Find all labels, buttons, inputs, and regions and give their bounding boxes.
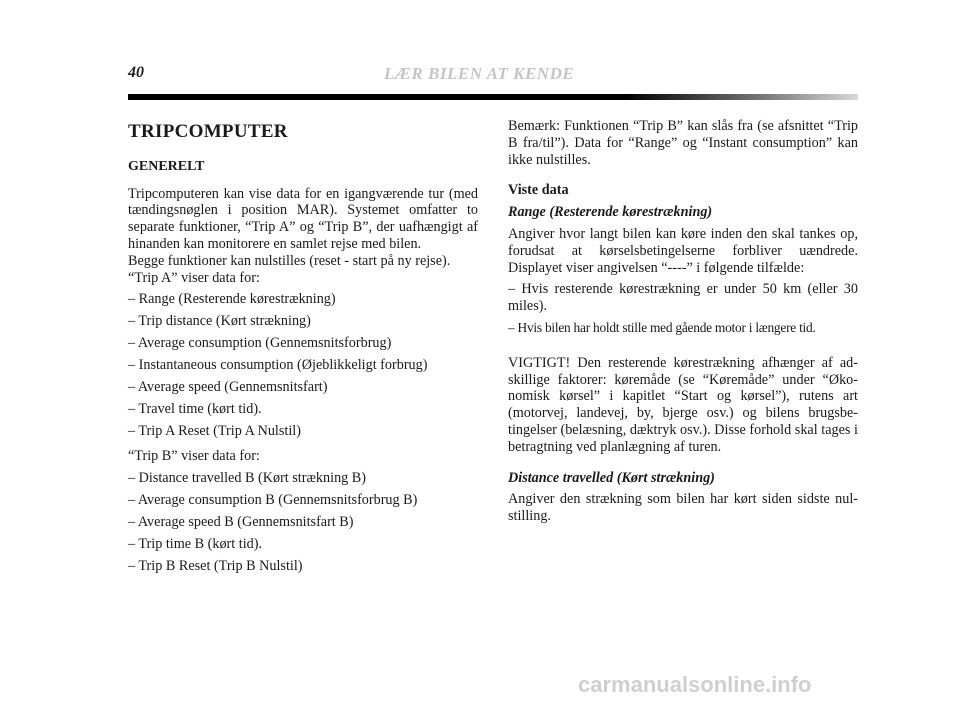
intro-paragraph: Tripcomputeren kan vise data for en igangværende tur (med tændingsnøglen i position MAR). Systemet omfatter to separate funktioner, “Trip A” og “Trip B”, der uafhængigt af hinanden kan monitorere en samlet rejse med bilen. bbox=[128, 185, 478, 252]
section-title: TRIPCOMPUTER bbox=[128, 121, 288, 142]
distance-text: Angiver den strækning som bilen har kørt siden sidste nulstilling. bbox=[508, 491, 858, 525]
important-note: VIGTIGT! Den resterende kørestrækning afhænger af adskillige faktorer: køremåde (se “Køremåde” under “Økonomisk kørsel” i kapitlet “Start og kørsel”), rutens art (motorvej, landevej, by, bjerge osv.) og bilens brugsbetingelser (belæsning, dæktryk osv.). Disse forhold skal tages i betragtning ved planlægning af turen. bbox=[508, 354, 858, 455]
range-case-1: – Hvis resterende kørestrækning er under 50 km (eller 30 miles). bbox=[508, 281, 858, 315]
shown-data-heading: Viste data bbox=[508, 182, 569, 199]
left-column bbox=[128, 118, 478, 580]
list-item: – Trip A Reset (Trip A Nulstil) bbox=[128, 423, 301, 440]
list-item: – Trip distance (Kørt strækning) bbox=[128, 313, 311, 330]
list-item: – Average consumption (Gennemsnitsforbrug) bbox=[128, 335, 392, 352]
list-item: – Range (Resterende kørestrækning) bbox=[128, 291, 336, 308]
reset-note: Begge funktioner kan nulstilles (reset - start på ny rejse). bbox=[128, 252, 451, 269]
trip-b-note: Bemærk: Funktionen “Trip B” kan slås fra (se afsnittet “Trip B fra/til”). Data for “Range” og “Instant consumption” kan ikke nulstilles. bbox=[508, 118, 858, 168]
running-header: LÆR BILEN AT KENDE bbox=[384, 64, 575, 83]
range-case-2: – Hvis bilen har holdt stille med gående motor i længere tid. bbox=[508, 319, 816, 335]
trip-a-list bbox=[128, 291, 478, 440]
watermark: carmanualsonline.info bbox=[578, 672, 812, 697]
subheading-general: GENERELT bbox=[128, 158, 205, 174]
right-column bbox=[508, 118, 858, 530]
range-text: Angiver hvor langt bilen kan køre inden den skal tankes op, forudsat at kørselsbetingelserne forbliver uændrede. Displayet viser angivelsen “----” i følgende tilfælde: bbox=[508, 225, 858, 276]
trip-a-heading: “Trip A” viser data for: bbox=[128, 269, 260, 286]
list-item: – Trip B Reset (Trip B Nulstil) bbox=[128, 558, 303, 575]
list-item: – Average speed B (Gennemsnitsfart B) bbox=[128, 514, 354, 531]
list-item: – Average speed (Gennemsnitsfart) bbox=[128, 379, 328, 396]
list-item: – Instantaneous consumption (Øjeblikkeligt forbrug) bbox=[128, 357, 428, 374]
list-item: – Travel time (kørt tid). bbox=[128, 401, 262, 418]
header-rule bbox=[128, 94, 858, 100]
page-number: 40 bbox=[128, 64, 144, 81]
trip-b-list bbox=[128, 470, 478, 575]
range-heading: Range (Resterende kørestrækning) bbox=[508, 204, 713, 221]
list-item: – Distance travelled B (Kørt strækning B) bbox=[128, 470, 366, 487]
list-item: – Trip time B (kørt tid). bbox=[128, 536, 263, 553]
trip-b-heading: “Trip B” viser data for: bbox=[128, 448, 260, 465]
distance-heading: Distance travelled (Kørt strækning) bbox=[508, 469, 715, 486]
list-item: – Average consumption B (Gennemsnitsforbrug B) bbox=[128, 492, 418, 509]
